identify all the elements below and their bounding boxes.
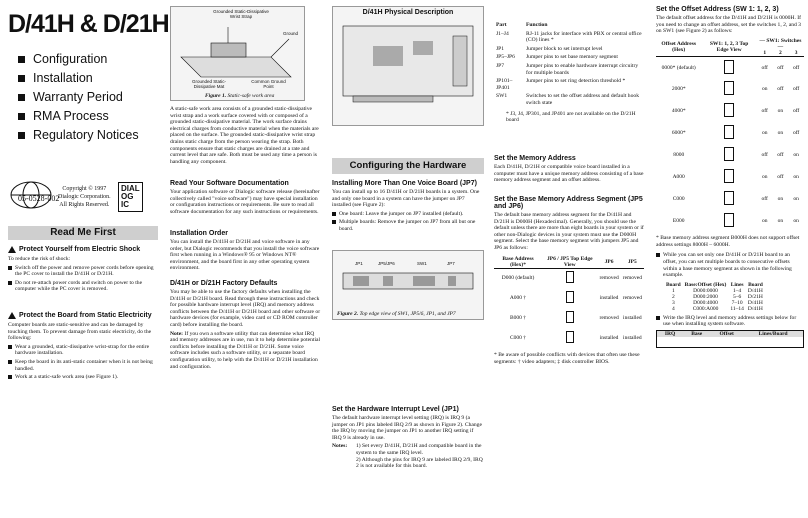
table-row: 3 D000:4000 7–10 D/41H xyxy=(671,299,763,306)
bullet-icon xyxy=(18,56,25,63)
table-row: 6000* on on off xyxy=(656,122,804,144)
static-work-area-illustration xyxy=(171,7,304,89)
list-item: Wear a grounded, static-dissipative wrist-strap for the entire hardware installation. xyxy=(8,344,160,357)
bullet-icon xyxy=(18,132,25,139)
list-item: Work at a static-safe work area (see Figure 1). xyxy=(8,374,160,381)
list-item: While you can set only one D/41H or D/21H board to an offset, you can set multiple boards to consecutive offsets within a base memory segment as shown in the following example. xyxy=(656,252,804,278)
list-item: Switch off the power and remove power cords before opening the PC cover to install the D/41H or D/21H. xyxy=(8,265,160,278)
static-section: Protect the Board from Static Electricity Computer boards are static-sensitive and can be damaged by touching them. To prevent damage from static electricity, do the following: Wear a grounded, static-dissipative wrist-strap for the entire hardware installation. Keep the board in its anti-static container when it is not being handled. Work at a static-safe work area (see Figure 1). xyxy=(8,312,160,381)
toc-item: Configuration xyxy=(18,50,139,69)
warning-icon xyxy=(8,312,16,319)
figure-2: JP1 JP5/JP6 SW1 JP7 Figure 2. Top edge view of SW1, JP5/6, JP1, and JP7 xyxy=(332,250,484,320)
table-row: JP1 Jumper block to set interrupt level xyxy=(496,45,603,52)
irq-record-table: IRQ Base Offset Lines/Board xyxy=(656,330,804,348)
document-number: 05-0528-002 xyxy=(18,194,60,203)
table-row: C000 † installed installed xyxy=(494,328,644,348)
example-table: Board Base:Offset (Hex) Lines Board 1 D000:0000 1–4 D/41H 2 D000:2000 5–6 D/21H 3 D000:4000 7–10 D/41H 4 C000:A000 11–14 D/41H xyxy=(666,281,763,312)
globe-logo-icon xyxy=(10,180,52,210)
configuring-hardware-banner: Configuring the Hardware xyxy=(332,158,484,174)
bullet-icon xyxy=(18,113,25,120)
list-item: Write the IRQ level and memory address settings below for use when installing system software. xyxy=(656,315,804,328)
table-row: 4000* off on off xyxy=(656,100,804,122)
multi-board-section: Installing More Than One Voice Board (JP7) You can install up to 16 D/41H or D/21H boards in a system. One and only one board in a system can have the jumper on JP7 installed (see Figure 2): One board: Leave the jumper on JP7 installed (default). Multiple boards: Remove the jumper on JP7 from all but one board. xyxy=(332,180,484,233)
table-row: 2000* on off off xyxy=(656,78,804,100)
irq-section: Set the Hardware Interrupt Level (JP1) The default hardware interrupt level setting (IRQ) is IRQ 9 (a jumper on JP1 pins labeled IRQ 2/9 as shown in Figure 2). Change the IRQ by moving the jumper on JP1 to another IRQ setting if IRQ 9 is already in use. Notes: 1) Set every D/41H, D/21H and compatible board in the system to the same IRQ level. 2) Although the pins for IRQ 9 are labeled IRQ 2/9, IRQ 2 is not available for this board. xyxy=(332,406,483,470)
copyright-notice: Copyright © 1997 Dialogic Corporation. All Rights Reserved. xyxy=(58,186,111,208)
table-row: JP7 Jumper pins to enable hardware interrupt circuitry for multiple boards xyxy=(496,62,639,76)
table-row: JP101–JP401 Jumper pins to set ring detection threshold * xyxy=(496,78,626,91)
read-doc-section: Read Your Software Documentation Your application software or Dialogic software release (hereinafter collectively called "voice software") may have special installation or configuration instructions or requirements. Be sure to read all software documentation for any such instructions or requirements. xyxy=(170,180,320,215)
board-illustration xyxy=(333,16,483,116)
offset-address-section: Set the Offset Address (SW 1: 1, 2, 3) The default offset address for the D/41H and D/21H is 0000H. If you need to change an offset address, set the switches 1, 2, and 3 on SW1 (see Figure 2) as follows: Offset Address (Hex) SW1: 1, 2, 3 Top Edge View — SW1: Switches — 1 2 3 0000* (default) off off off 2000* on off off 4000* off on off 6000* on on off 8000 off off on A000 on off on C000 off on on E000 on on on * Base memory address segment B000H does not support offset address settings 8000H – 6000H. While you can set only one D/41H or D/21H board to an offset, you can set multiple boards to consecutive offsets within a base memory segment as shown in the following example. Board Base:Offset (Hex) Lines Board 1 D000:0000 1–4 D/41H 2 D000:2000 5–6 D/21H 3 D000:4000 7–10 D/41H 4 C000:A000 11–14 D/41H Write the IRQ level and memory address settings below for use when installing system software. IRQ Base Offset Lines/Board xyxy=(656,6,804,348)
figure-1: Grounded Static-Dissipative Wrist Strap Ground Grounded Static-Dissipative Mat Common Ground Point Figure 1. Static-safe work area xyxy=(170,6,305,101)
toc-item: RMA Process xyxy=(18,107,139,126)
memory-address-section: Set the Memory Address Each D/41H, D/21H or compatible voice board installed in a computer must have a unique memory address consisting of a base memory address segment and an offset address. xyxy=(494,155,644,184)
table-row: 1 D000:0000 1–4 D/41H xyxy=(671,287,763,294)
table-row: D000 (default) removed removed xyxy=(494,268,644,288)
table-row: JP5–JP6 Jumper pins to set base memory segment xyxy=(496,54,618,61)
table-row: C000 off on on xyxy=(656,188,804,210)
install-order-section: Installation Order You can install the D/41H or D/21H and voice software in any order, but Dialogic recommends that you install the voice software first when running in a Windows® 95 or Windows NT® environment, and the board first in any other operating system environment. xyxy=(170,230,320,272)
list-item: Keep the board in its anti-static container when it is not being handled. xyxy=(8,359,160,372)
table-row: B000 † removed installed xyxy=(494,308,644,328)
bullet-icon xyxy=(18,75,25,82)
table-row: A000 on off on xyxy=(656,166,804,188)
table-row: 4 C000:A000 11–14 D/41H xyxy=(671,305,763,312)
warning-icon xyxy=(8,246,16,253)
physical-board-figure: D/41H Physical Description xyxy=(332,6,484,126)
shock-section: Protect Yourself from Electric Shock To reduce the risk of shock: Switch off the power and remove power cords before opening the PC cover to install the D/41H or D/21H. Do not re-attach power cords and switch on power to the computer while the PC cover is removed. xyxy=(8,246,160,293)
base-address-section: Set the Base Memory Address Segment (JP5 and JP6) The default base memory address segment for the D/41H and D/21H is D000H (Hexadecimal). Generally, you should use the default unless there are more than eight boards in your system or if other non-Dialogic devices in your system must use the D000H segment. Select the base memory segment with jumpers JP5 and JP6 as follows: Base Address (Hex)* JP6 / JP5 Top Edge View JP6 JP5 D000 (default) removed removed A000 † installed removed B000 † removed installed C000 † installed installed * Be aware of possible conflicts with devices that often use these segments: † video adapters; ‡ disk controller BIOS. xyxy=(494,196,644,365)
table-row: A000 † installed removed xyxy=(494,288,644,308)
bullet-icon xyxy=(18,94,25,101)
document-title: D/41H & D/21H xyxy=(8,10,169,38)
base-address-table: Base Address (Hex)* JP6 / JP5 Top Edge View JP6 JP5 D000 (default) removed removed A000 † installed removed B000 † removed installed C000 † installed installed xyxy=(494,256,644,349)
list-item: Multiple boards: Remove the jumper on JP7 from all but one board. xyxy=(332,219,484,232)
parts-table: Part Function J1–J4 RJ-11 jacks for interface with PBX or central office (CO) lines * JP1 Jumper block to set interrupt level JP5–JP6 Jumper pins to set base memory segment JP7 Jumper pins to enable hardware interrupt circuitry for multiple boards JP101–JP401 Jumper pins to set ring detection threshold * SW1 Switches to set the offset address and default hook switch state * J3, J4, JP301, and JP401 are not available on the D/21H board xyxy=(496,22,646,124)
table-row: J1–J4 RJ-11 jacks for interface with PBX or central office (CO) lines * xyxy=(496,30,642,44)
static-area-description: A static-safe work area consists of a grounded static-dissipative wrist strap and a work surface covered with or composed of a grounded static-dissipative material. The work surface drains electrical charges from conductive material when the materials are placed on the surface. The grounded static-dissipative wrist strap drains static charge from the person wearing the strap. Both components ensure that static charges are drained at a rate and current level that are safe. Both must be used any time a person is handling any component. xyxy=(170,106,319,165)
toc-item: Installation xyxy=(18,69,139,88)
table-row: 0000* (default) off off off xyxy=(656,56,804,78)
toc-item: Warranty Period xyxy=(18,88,139,107)
offset-address-table: Offset Address (Hex) SW1: 1, 2, 3 Top Edge View — SW1: Switches — 1 2 3 0000* (default) off off off 2000* on off off 4000* off on off 6000* on on off 8000 off off on A000 on off on C000 off on on E000 on on on xyxy=(656,38,804,233)
top-edge-view-illustration xyxy=(333,251,483,309)
table-of-contents xyxy=(18,50,139,145)
factory-defaults-section: D/41H or D/21H Factory Defaults You may be able to use the factory defaults when installing the D/41H or D/21H board. Read through these instructions and check for possible hardware interrupt level (IRQ) and memory address conflicts between the D/41H or D/21H board and other software or hardware devices (for example, video card or CD ROM controller card) before installing the board. Note: If you own a software utility that can determine what IRQ and memory addresses are in use, run it to help determine potential conflicts before installing the D/41H or D/21H. Some voice software includes such a software utility, or a separate board configuration utility, to help with the D/41H or D/21H installation and configuration. xyxy=(170,280,321,370)
table-row: 2 D000:2000 5–6 D/21H xyxy=(671,293,763,300)
read-me-first-banner: Read Me First xyxy=(8,226,158,240)
list-item: Do not re-attach power cords and switch on power to the computer while the PC cover is removed. xyxy=(8,280,160,293)
table-row: 8000 off off on xyxy=(656,144,804,166)
table-row: E000 on on on xyxy=(656,210,804,232)
dialogic-logo: DIAL OG IC xyxy=(118,182,143,212)
table-row: SW1 Switches to set the offset address and default hook switch state xyxy=(496,93,639,106)
list-item: One board: Leave the jumper on JP7 installed (default). xyxy=(332,211,484,218)
toc-item: Regulatory Notices xyxy=(18,126,139,145)
